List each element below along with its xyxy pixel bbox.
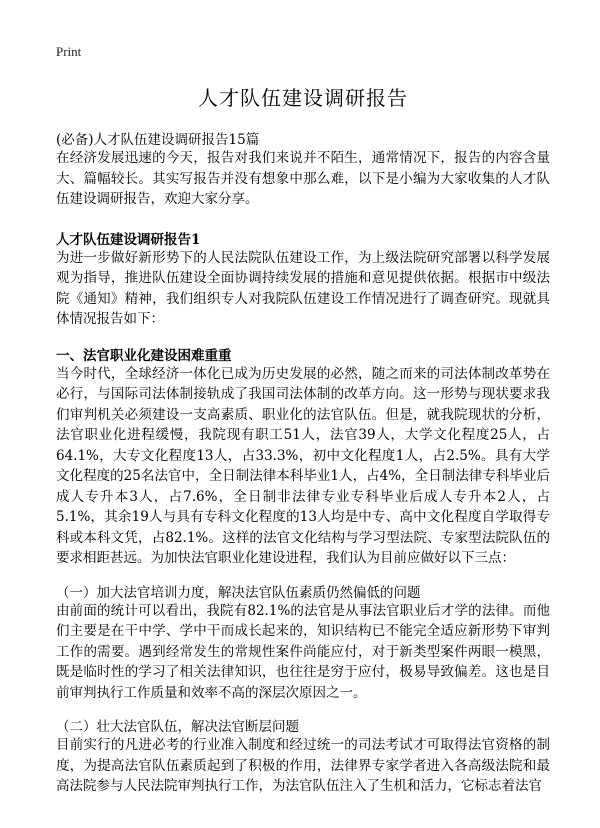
- subsection-paragraph-2: 目前实行的凡进必考的行业准入制度和经过统一的司法考试才可取得法官资格的制度，为提高法官队伍素质起到了积极的作用，法律界专家学者进入各高级法院和最高法院参与人民法院审判执行工作，为法官队伍注入了生机和活力，它标志着法官: [56, 737, 550, 794]
- page-title: 人才队伍建设调研报告: [198, 86, 408, 110]
- subsection-heading-2: （二）壮大法官队伍，解决法官断层问题: [56, 719, 299, 735]
- subsection-paragraph-1: 由前面的统计可以看出，我院有82.1%的法官是从事法官职业后才学的法律。而他们主要是在干中学、学中干而成长起来的，知识结构已不能完全适应新形势下审判工作的需要。遇到经常发生的常规性案件尚能应付，对于新类型案件两眼一模黑，既是临时性的学习了相关法律知识，也往往是穷于应付，极易导致偏差。这也是目前审判执行工作质量和效率不高的深层次原因之一。: [56, 602, 550, 701]
- section-paragraph: 当今时代，全球经济一体化已成为历史发展的必然，随之而来的司法体制改革势在必行，与国际司法体制接轨成了我国司法体制的改革方向。这一形势与现状要求我们审判机关必须建设一支高素质、职业化的法官队伍。但是，就我院现状的分析，法官职业化进程缓慢，我院现有职工51人，法官39人，大学文化程度25人，占64.1%，大专文化程度13人，占33.3%，初中文化程度1人，占2.5%。具有大学文化程度的25名法官中，全日制法律本科毕业1人，占4%，全日制法律专科毕业后成人专升本3人，占7.6%，全日制非法律专业专科毕业后成人专升本2人，占5.1%，其余19人与具有专科文化程度的13人均是中专、高中文化程度自学取得专科或本科文凭，占82.1%。这样的法官文化结构与学习型法院、专家型法院队伍的要求相距甚远。为加快法官职业化建设进程，我们认为目前应做好以下三点：: [56, 365, 550, 566]
- report-intro-paragraph: 为进一步做好新形势下的人民法院队伍建设工作，为上级法院研究部署以科学发展观为指导，推进队伍建设全面协调持续发展的措施和意见提供依据。根据市中级法院《通知》精神，我们组织专人对我院队伍建设工作情况进行了调查研究。现就具体情况报告如下：: [56, 249, 550, 327]
- intro-paragraph: 在经济发展迅速的今天，报告对我们来说并不陌生，通常情况下，报告的内容含量大、篇幅较长。其实写报告并没有想象中那么难，以下是小编为大家收集的人才队伍建设调研报告，欢迎大家分享。: [56, 150, 550, 207]
- document-subtitle: (必备)人才队伍建设调研报告15篇: [56, 132, 260, 148]
- section-heading: 一、法官职业化建设困难重重: [56, 347, 232, 364]
- report-heading: 人才队伍建设调研报告1: [56, 231, 201, 248]
- subsection-heading-1: （一）加大法官培训力度，解决法官队伍素质仍然偏低的问题: [56, 584, 421, 601]
- print-label[interactable]: Print: [56, 44, 82, 59]
